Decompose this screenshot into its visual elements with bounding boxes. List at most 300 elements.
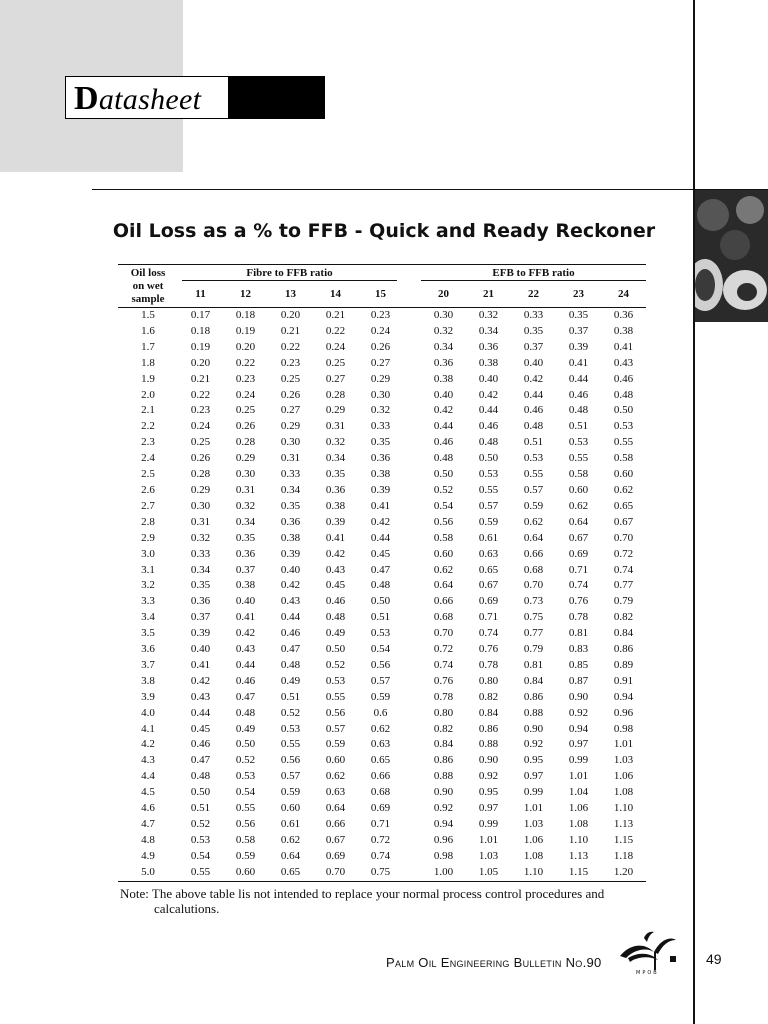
value-cell: 0.63 [370, 738, 391, 751]
value-cell: 0.64 [325, 802, 346, 815]
value-cell: 1.08 [568, 818, 589, 830]
value-cell: 0.22 [190, 388, 211, 401]
value-cell: 0.31 [325, 420, 346, 433]
value-cell: 0.97 [478, 802, 499, 815]
table-row [118, 737, 646, 753]
value-cell: 0.42 [370, 515, 391, 528]
table-column-header-row [118, 281, 646, 308]
value-cell: 0.59 [235, 849, 256, 862]
value-cell: 0.30 [190, 499, 211, 512]
value-cell: 0.79 [523, 643, 544, 656]
value-cell: 0.50 [325, 643, 346, 656]
value-cell: 0.62 [280, 833, 301, 846]
table-row [118, 515, 646, 531]
value-cell: 0.28 [325, 388, 346, 401]
value-cell: 0.73 [523, 595, 544, 608]
value-cell: 0.46 [325, 595, 346, 608]
group-separator [403, 265, 421, 282]
value-cell: 0.23 [280, 356, 301, 369]
value-cell: 0.38 [370, 468, 391, 481]
value-cell: 0.60 [280, 802, 301, 815]
value-cell: 0.21 [280, 324, 301, 337]
value-cell: 0.81 [523, 658, 544, 671]
value-cell: 0.78 [568, 611, 589, 624]
group-separator [403, 722, 421, 738]
value-cell: 0.50 [235, 738, 256, 751]
efb-group-header [421, 265, 646, 282]
group-separator [403, 281, 421, 308]
oil-loss-header [118, 265, 178, 308]
value-cell: 0.89 [613, 658, 634, 671]
value-cell: 0.59 [370, 690, 391, 703]
value-cell: 0.94 [433, 818, 454, 830]
value-cell: 0.34 [280, 483, 301, 496]
value-cell: 0.56 [235, 818, 256, 830]
col-header: 23 [556, 281, 601, 308]
group-separator [403, 706, 421, 722]
value-cell: 0.49 [280, 674, 301, 687]
value-cell: 0.44 [370, 531, 391, 544]
value-cell: 0.75 [523, 611, 544, 624]
value-cell: 0.40 [433, 388, 454, 401]
group-separator [403, 419, 421, 435]
value-cell: 1.08 [523, 849, 544, 862]
value-cell: 0.46 [190, 738, 211, 751]
value-cell: 0.48 [190, 770, 211, 783]
value-cell: 0.44 [478, 404, 499, 417]
group-separator [403, 499, 421, 515]
value-cell: 0.50 [370, 595, 391, 608]
value-cell: 0.48 [478, 436, 499, 449]
value-cell: 0.42 [433, 404, 454, 417]
value-cell: 0.60 [568, 483, 589, 496]
oil-loss-cell: 2.9 [141, 531, 155, 544]
value-cell: 0.57 [478, 499, 499, 512]
value-cell: 0.36 [478, 340, 499, 353]
value-cell: 0.34 [433, 340, 454, 353]
value-cell: 0.32 [370, 404, 391, 417]
value-cell: 0.26 [235, 420, 256, 433]
value-cell: 0.77 [613, 579, 634, 592]
value-cell: 0.68 [523, 563, 544, 576]
col-header: 12 [223, 281, 268, 308]
value-cell: 0.48 [523, 420, 544, 433]
table-row [118, 658, 646, 674]
value-cell: 0.20 [235, 340, 256, 353]
group-separator [403, 737, 421, 753]
value-cell: 0.90 [478, 754, 499, 767]
value-cell: 0.36 [613, 309, 634, 321]
value-cell: 0.34 [478, 324, 499, 337]
value-cell: 0.60 [433, 547, 454, 560]
value-cell: 0.42 [523, 372, 544, 385]
value-cell: 0.96 [433, 833, 454, 846]
value-cell: 0.71 [568, 563, 589, 576]
value-cell: 0.68 [433, 611, 454, 624]
value-cell: 0.22 [325, 324, 346, 337]
value-cell: 0.65 [613, 499, 634, 512]
value-cell: 0.52 [280, 706, 301, 719]
group-separator [403, 308, 421, 324]
oil-loss-table [118, 264, 646, 882]
table-body [118, 308, 646, 882]
value-cell: 0.46 [613, 372, 634, 385]
value-cell: 0.25 [190, 436, 211, 449]
value-cell: 0.82 [478, 690, 499, 703]
group-separator [403, 372, 421, 388]
value-cell: 0.48 [568, 404, 589, 417]
value-cell: 0.84 [613, 627, 634, 640]
oil-loss-cell: 3.0 [141, 547, 155, 560]
value-cell: 0.21 [325, 309, 346, 321]
table-row [118, 467, 646, 483]
table-row [118, 849, 646, 865]
value-cell: 0.24 [325, 340, 346, 353]
value-cell: 0.69 [568, 547, 589, 560]
group-separator [403, 547, 421, 563]
group-separator [403, 594, 421, 610]
value-cell: 0.55 [523, 468, 544, 481]
value-cell: 1.10 [613, 802, 634, 815]
col-header: 15 [358, 281, 403, 308]
value-cell: 0.37 [235, 563, 256, 576]
value-cell: 0.55 [280, 738, 301, 751]
value-cell: 0.58 [613, 452, 634, 465]
value-cell: 0.46 [478, 420, 499, 433]
value-cell: 0.54 [433, 499, 454, 512]
table-row [118, 785, 646, 801]
value-cell: 0.45 [370, 547, 391, 560]
value-cell: 1.10 [568, 833, 589, 846]
oil-loss-cell: 2.7 [141, 499, 155, 512]
value-cell: 0.54 [235, 786, 256, 799]
value-cell: 0.80 [433, 706, 454, 719]
value-cell: 0.25 [235, 404, 256, 417]
value-cell: 0.47 [190, 754, 211, 767]
oil-loss-cell: 2.8 [141, 515, 155, 528]
value-cell: 0.98 [433, 849, 454, 862]
value-cell: 0.47 [280, 643, 301, 656]
value-cell: 0.55 [613, 436, 634, 449]
value-cell: 0.48 [613, 388, 634, 401]
value-cell: 0.36 [280, 515, 301, 528]
value-cell: 0.32 [235, 499, 256, 512]
oil-loss-cell: 4.5 [141, 786, 155, 799]
group-separator [403, 817, 421, 833]
value-cell: 0.56 [433, 515, 454, 528]
page-vertical-rule [693, 0, 695, 1024]
value-cell: 0.40 [280, 563, 301, 576]
value-cell: 0.24 [370, 324, 391, 337]
value-cell: 0.36 [370, 452, 391, 465]
value-cell: 0.55 [178, 865, 223, 881]
value-cell: 0.62 [433, 563, 454, 576]
value-cell: 0.55 [235, 802, 256, 815]
table-group-header-row [118, 265, 646, 282]
oil-loss-cell: 4.4 [141, 770, 155, 783]
value-cell: 0.68 [370, 786, 391, 799]
value-cell: 0.71 [478, 611, 499, 624]
value-cell: 0.39 [190, 627, 211, 640]
value-cell: 0.72 [613, 547, 634, 560]
table-row [118, 865, 646, 881]
value-cell: 0.67 [568, 531, 589, 544]
value-cell: 1.03 [478, 849, 499, 862]
value-cell: 1.13 [613, 818, 634, 830]
value-cell: 1.03 [523, 818, 544, 830]
oil-loss-cell: 1.5 [141, 309, 155, 321]
value-cell: 0.45 [325, 579, 346, 592]
value-cell: 0.42 [325, 547, 346, 560]
value-cell: 0.38 [325, 499, 346, 512]
table-row [118, 451, 646, 467]
value-cell: 0.35 [370, 436, 391, 449]
table-row [118, 801, 646, 817]
oil-loss-cell: 3.2 [141, 579, 155, 592]
value-cell: 1.10 [511, 865, 556, 881]
table-row [118, 324, 646, 340]
value-cell: 0.62 [325, 770, 346, 783]
group-separator [403, 801, 421, 817]
page-title: Oil Loss as a % to FFB - Quick and Ready Reckoner [112, 220, 656, 242]
value-cell: 0.69 [370, 802, 391, 815]
value-cell: 0.48 [325, 611, 346, 624]
value-cell: 0.48 [280, 658, 301, 671]
value-cell: 0.53 [325, 674, 346, 687]
value-cell: 0.35 [235, 531, 256, 544]
value-cell: 0.48 [370, 579, 391, 592]
oil-loss-cell: 1.7 [141, 340, 155, 353]
oil-loss-header-line2: on wet [132, 280, 164, 292]
group-separator [403, 515, 421, 531]
group-separator [403, 483, 421, 499]
group-separator [403, 626, 421, 642]
value-cell: 0.50 [190, 786, 211, 799]
value-cell: 1.20 [601, 865, 646, 881]
value-cell: 0.37 [523, 340, 544, 353]
value-cell: 0.29 [280, 420, 301, 433]
value-cell: 0.67 [325, 833, 346, 846]
value-cell: 0.38 [433, 372, 454, 385]
value-cell: 0.65 [478, 563, 499, 576]
value-cell: 0.90 [433, 786, 454, 799]
table-row [118, 403, 646, 419]
value-cell: 0.74 [613, 563, 634, 576]
table-row [118, 340, 646, 356]
value-cell: 0.53 [235, 770, 256, 783]
value-cell: 0.46 [280, 627, 301, 640]
value-cell: 0.32 [325, 436, 346, 449]
value-cell: 0.41 [325, 531, 346, 544]
oil-loss-cell: 2.4 [141, 452, 155, 465]
value-cell: 0.24 [235, 388, 256, 401]
value-cell: 0.61 [280, 818, 301, 830]
value-cell: 0.87 [568, 674, 589, 687]
value-cell: 0.33 [523, 309, 544, 321]
oil-loss-cell: 4.8 [141, 833, 155, 846]
value-cell: 1.01 [613, 738, 634, 751]
value-cell: 0.29 [235, 452, 256, 465]
value-cell: 0.94 [568, 722, 589, 735]
value-cell: 0.92 [478, 770, 499, 783]
value-cell: 0.42 [478, 388, 499, 401]
value-cell: 0.39 [568, 340, 589, 353]
group-separator [403, 356, 421, 372]
value-cell: 0.66 [433, 595, 454, 608]
value-cell: 0.58 [568, 468, 589, 481]
value-cell: 0.30 [235, 468, 256, 481]
page-horizontal-rule [92, 189, 768, 190]
value-cell: 0.50 [613, 404, 634, 417]
value-cell: 1.05 [466, 865, 511, 881]
oil-loss-cell: 2.5 [141, 468, 155, 481]
value-cell: 0.78 [478, 658, 499, 671]
value-cell: 0.57 [280, 770, 301, 783]
value-cell: 0.26 [190, 452, 211, 465]
value-cell: 0.36 [235, 547, 256, 560]
value-cell: 0.51 [280, 690, 301, 703]
table-row [118, 626, 646, 642]
value-cell: 0.59 [325, 738, 346, 751]
value-cell: 1.04 [568, 786, 589, 799]
value-cell: 0.90 [523, 722, 544, 735]
value-cell: 0.29 [325, 404, 346, 417]
logo-text: MPOB [636, 970, 659, 976]
value-cell: 0.56 [325, 706, 346, 719]
oil-loss-cell: 3.3 [141, 595, 155, 608]
value-cell: 0.52 [235, 754, 256, 767]
value-cell: 0.28 [235, 436, 256, 449]
value-cell: 1.13 [568, 849, 589, 862]
value-cell: 1.01 [523, 802, 544, 815]
value-cell: 0.76 [478, 643, 499, 656]
value-cell: 0.86 [523, 690, 544, 703]
group-separator [403, 785, 421, 801]
value-cell: 0.88 [433, 770, 454, 783]
value-cell: 0.58 [433, 531, 454, 544]
col-header: 24 [601, 281, 646, 308]
group-separator [403, 658, 421, 674]
value-cell: 0.53 [568, 436, 589, 449]
value-cell: 0.35 [190, 579, 211, 592]
value-cell: 0.96 [613, 706, 634, 719]
oil-loss-cell: 1.8 [141, 356, 155, 369]
value-cell: 0.74 [370, 849, 391, 862]
value-cell: 0.29 [370, 372, 391, 385]
value-cell: 0.90 [568, 690, 589, 703]
value-cell: 0.59 [478, 515, 499, 528]
value-cell: 1.15 [613, 833, 634, 846]
table-row [118, 435, 646, 451]
value-cell: 0.25 [280, 372, 301, 385]
value-cell: 0.53 [370, 627, 391, 640]
value-cell: 0.35 [523, 324, 544, 337]
value-cell: 0.69 [325, 849, 346, 862]
oil-loss-cell: 1.6 [141, 324, 155, 337]
value-cell: 0.59 [280, 786, 301, 799]
value-cell: 0.31 [280, 452, 301, 465]
value-cell: 0.27 [370, 356, 391, 369]
value-cell: 0.63 [325, 786, 346, 799]
mpob-logo [614, 930, 678, 976]
value-cell: 0.39 [325, 515, 346, 528]
value-cell: 0.59 [523, 499, 544, 512]
group-separator [403, 451, 421, 467]
value-cell: 0.60 [223, 865, 268, 881]
value-cell: 0.65 [268, 865, 313, 881]
group-separator [403, 388, 421, 404]
value-cell: 0.32 [478, 309, 499, 321]
value-cell: 0.43 [190, 690, 211, 703]
col-header: 13 [268, 281, 313, 308]
value-cell: 1.15 [556, 865, 601, 881]
value-cell: 0.36 [433, 356, 454, 369]
value-cell: 0.52 [433, 483, 454, 496]
value-cell: 0.35 [568, 309, 589, 321]
note-line1: Note: The above table lis not intended to replace your normal process control procedures and [120, 886, 605, 901]
value-cell: 0.41 [568, 356, 589, 369]
value-cell: 0.99 [568, 754, 589, 767]
value-cell: 0.19 [190, 340, 211, 353]
value-cell: 0.99 [478, 818, 499, 830]
value-cell: 0.86 [478, 722, 499, 735]
table-row [118, 690, 646, 706]
value-cell: 0.66 [325, 818, 346, 830]
value-cell: 0.42 [235, 627, 256, 640]
group-separator [403, 642, 421, 658]
value-cell: 0.21 [190, 372, 211, 385]
value-cell: 0.99 [523, 786, 544, 799]
value-cell: 0.40 [190, 643, 211, 656]
table-row [118, 594, 646, 610]
value-cell: 0.34 [190, 563, 211, 576]
oil-loss-cell: 3.4 [141, 611, 155, 624]
table-row [118, 547, 646, 563]
oil-loss-cell: 3.5 [141, 627, 155, 640]
value-cell: 1.18 [613, 849, 634, 862]
value-cell: 0.22 [235, 356, 256, 369]
value-cell: 0.58 [235, 833, 256, 846]
value-cell: 0.32 [190, 531, 211, 544]
value-cell: 1.01 [568, 770, 589, 783]
value-cell: 0.33 [190, 547, 211, 560]
value-cell: 0.39 [370, 483, 391, 496]
value-cell: 0.82 [433, 722, 454, 735]
value-cell: 0.24 [190, 420, 211, 433]
group-separator [403, 690, 421, 706]
value-cell: 0.48 [433, 452, 454, 465]
value-cell: 0.88 [523, 706, 544, 719]
value-cell: 0.31 [190, 515, 211, 528]
value-cell: 0.47 [235, 690, 256, 703]
group-separator [403, 865, 421, 881]
value-cell: 0.37 [190, 611, 211, 624]
value-cell: 0.55 [478, 483, 499, 496]
value-cell: 0.84 [433, 738, 454, 751]
value-cell: 0.19 [235, 324, 256, 337]
table-row [118, 483, 646, 499]
value-cell: 0.64 [523, 531, 544, 544]
value-cell: 0.60 [613, 468, 634, 481]
value-cell: 0.51 [370, 611, 391, 624]
value-cell: 0.95 [478, 786, 499, 799]
group-separator [403, 324, 421, 340]
table-row [118, 817, 646, 833]
value-cell: 0.34 [235, 515, 256, 528]
value-cell: 0.32 [433, 324, 454, 337]
value-cell: 0.53 [478, 468, 499, 481]
table-row [118, 706, 646, 722]
